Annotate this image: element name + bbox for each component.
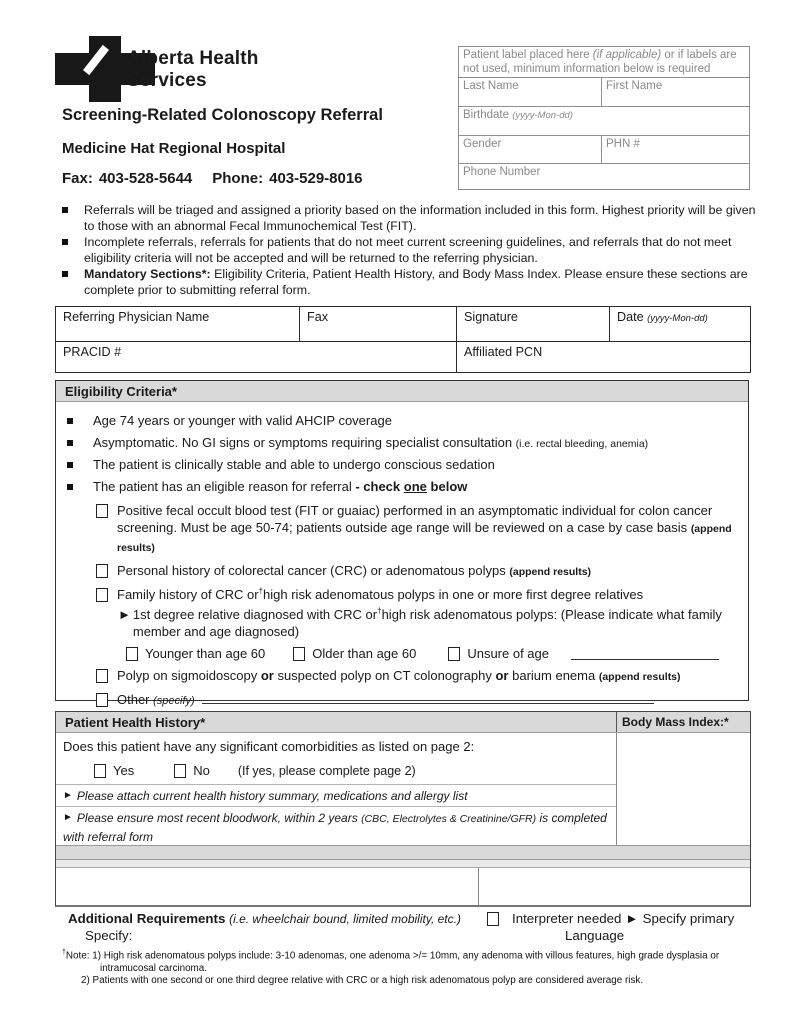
gray-divider-band — [56, 845, 750, 860]
health-history-header: Patient Health History* — [56, 712, 617, 732]
reason-polyp-option: Polyp on sigmoidoscopy or suspected polyp on CT colonography or barium enema (append results) — [96, 667, 748, 686]
brand-line1: Alberta Health — [127, 48, 259, 69]
interpreter-needed-checkbox[interactable] — [487, 912, 499, 926]
square-bullet-icon — [62, 239, 68, 245]
patient-health-history-section — [55, 711, 751, 907]
first-degree-relative-note: ► 1st degree relative diagnosed with CRC or†high risk adenomatous polyps: (Please indicate what family member and age diagnosed) — [118, 606, 722, 639]
arrow-right-icon: ► — [63, 812, 73, 823]
hospital-name: Medicine Hat Regional Hospital — [62, 140, 286, 157]
birthdate-field[interactable]: Birthdate (yyyy-Mon-dd) — [463, 109, 573, 121]
additional-requirements-title: Additional Requirements (i.e. wheelchair bound, limited mobility, etc.) — [68, 911, 461, 926]
phone-number-field[interactable]: Phone Number — [463, 166, 541, 178]
phn-field[interactable]: PHN # — [606, 138, 640, 150]
unsure-of-age-checkbox[interactable] — [448, 647, 460, 661]
first-name-field[interactable]: First Name — [606, 80, 663, 92]
square-bullet-icon — [62, 207, 68, 213]
fax-phone-line — [62, 170, 369, 187]
empty-right-cell[interactable] — [479, 868, 750, 905]
square-bullet-icon — [67, 462, 73, 468]
fax-number: 403-528-5644 — [98, 170, 193, 187]
patient-label-instruction: Patient label placed here (if applicable) or if labels are not used, minimum information below is required — [459, 47, 749, 78]
family-history-checkbox[interactable] — [96, 588, 108, 602]
gender-field[interactable]: Gender — [459, 136, 602, 163]
eligibility-header: Eligibility Criteria* — [56, 381, 748, 402]
yes-checkbox[interactable] — [94, 764, 106, 778]
light-divider-band — [56, 860, 750, 868]
eligibility-criteria-section — [55, 380, 749, 707]
referring-physician-name-cell[interactable]: Referring Physician Name — [56, 307, 300, 341]
footnote-2: 2) Patients with one second or one third degree relative with CRC or a high risk adenomatous polyp are considered average risk. — [81, 975, 644, 987]
comorbidities-yes-no-row: Yes No (If yes, please complete page 2) — [56, 754, 616, 784]
no-checkbox[interactable] — [174, 764, 186, 778]
intro-bullet-2: Incomplete referrals, referrals for patients that do not meet current screening guidelines, and referrals that do not meet eligibility criteria will not be accepted and will be returned to the referring physician. — [62, 235, 758, 266]
dagger-icon: † — [62, 949, 66, 956]
reason-family-history-option: Family history of CRC or†high risk adenomatous polyps in one or more first degree relatives — [96, 586, 748, 603]
older-than-60-checkbox[interactable] — [293, 647, 305, 661]
square-bullet-icon — [67, 418, 73, 424]
eligibility-bullet-stable: The patient is clinically stable and able to undergo conscious sedation — [65, 457, 738, 472]
attach-history-note: ► Please attach current health history summary, medications and allergy list — [56, 784, 616, 806]
pracid-cell[interactable]: PRACID # — [56, 342, 457, 372]
fax-label: Fax: — [62, 170, 93, 187]
patient-label-box — [458, 46, 750, 190]
fit-checkbox[interactable] — [96, 504, 108, 518]
additional-requirements-section — [55, 911, 751, 943]
unsure-age-blank-line[interactable] — [571, 648, 719, 660]
comorbidities-question: Does this patient have any significant comorbidities as listed on page 2: — [63, 739, 475, 754]
polyp-checkbox[interactable] — [96, 669, 108, 683]
eligibility-bullet-reason: The patient has an eligible reason for referral - check one below — [65, 479, 738, 494]
interpreter-needed-group: Interpreter needed ► Specify primary Language — [487, 911, 751, 943]
square-bullet-icon — [67, 484, 73, 490]
referring-physician-table — [55, 306, 751, 373]
bloodwork-note: ► Please ensure most recent bloodwork, within 2 years (CBC, Electrolytes & Creatinine/GFR) is completed — [56, 806, 616, 828]
footnote-1-continued: intramucosal carcinoma. — [100, 962, 208, 974]
date-cell[interactable]: Date (yyyy-Mon-dd) — [617, 310, 708, 324]
last-name-field[interactable]: Last Name — [459, 78, 602, 106]
empty-left-cell[interactable] — [56, 868, 479, 905]
bmi-header: Body Mass Index:* — [622, 715, 729, 729]
language-label: Language — [565, 928, 625, 943]
signature-cell[interactable]: Signature — [457, 307, 610, 341]
eligibility-bullet-age: Age 74 years or younger with valid AHCIP coverage — [65, 413, 738, 428]
phone-label: Phone: — [212, 170, 264, 187]
arrow-right-icon: ► — [625, 911, 639, 926]
arrow-right-icon: ► — [118, 607, 131, 622]
form-title: Screening-Related Colonoscopy Referral — [62, 106, 383, 124]
bmi-entry-cell[interactable] — [617, 733, 750, 845]
intro-bullet-1: Referrals will be triaged and assigned a priority based on the information included in this form. Highest priority will be given to those with an abnormal Fecal Immunochemical Test (FIT). — [62, 203, 758, 234]
physician-fax-cell[interactable]: Fax — [300, 307, 457, 341]
specify-label[interactable]: Specify: — [85, 928, 133, 943]
dagger-icon: † — [258, 586, 264, 596]
brand-name — [127, 48, 259, 92]
other-specify-blank-line[interactable] — [202, 692, 654, 704]
square-bullet-icon — [67, 440, 73, 446]
intro-bullet-3: Mandatory Sections*: Eligibility Criteria, Patient Health History, and Body Mass Index. Please ensure these sections are complete prior to submitting referral form. — [62, 267, 758, 298]
personal-history-checkbox[interactable] — [96, 564, 108, 578]
reason-other-option: Other (specify) — [96, 691, 748, 710]
eligibility-bullet-asymptomatic: Asymptomatic. No GI signs or symptoms requiring specialist consultation (i.e. rectal bleeding, anemia) — [65, 435, 738, 450]
square-bullet-icon — [62, 271, 68, 277]
phone-number: 403-529-8016 — [269, 170, 363, 187]
affiliated-pcn-cell[interactable]: Affiliated PCN — [464, 345, 543, 359]
intro-bullets — [62, 203, 758, 300]
dagger-icon: † — [377, 606, 382, 616]
reason-fit-option: Positive fecal occult blood test (FIT or guaiac) performed in an asymptomatic individual for colon cancer screening. Must be age 50-74; patients outside age range will be reviewed on a case by case basis (append results) — [96, 502, 748, 557]
relative-age-options: Younger than age 60 Older than age 60 Unsure of age — [126, 645, 748, 662]
younger-than-60-checkbox[interactable] — [126, 647, 138, 661]
footnotes: †Note: 1) High risk adenomatous polyps include: 3-10 adenomas, one adenoma >/= 10mm, any adenoma with villous features, high grade dysplasia or intramucosal carcinoma. 2) Patients with one second or one third degree relative with CRC or a high risk adenomatous polyp are considered average risk. — [62, 947, 778, 988]
reason-personal-history-option: Personal history of colorectal cancer (CRC) or adenomatous polyps (append results) — [96, 562, 748, 581]
brand-line2: Services — [127, 70, 207, 91]
bloodwork-note-continued: with referral form — [63, 830, 154, 844]
other-checkbox[interactable] — [96, 693, 108, 707]
arrow-right-icon: ► — [63, 790, 73, 801]
